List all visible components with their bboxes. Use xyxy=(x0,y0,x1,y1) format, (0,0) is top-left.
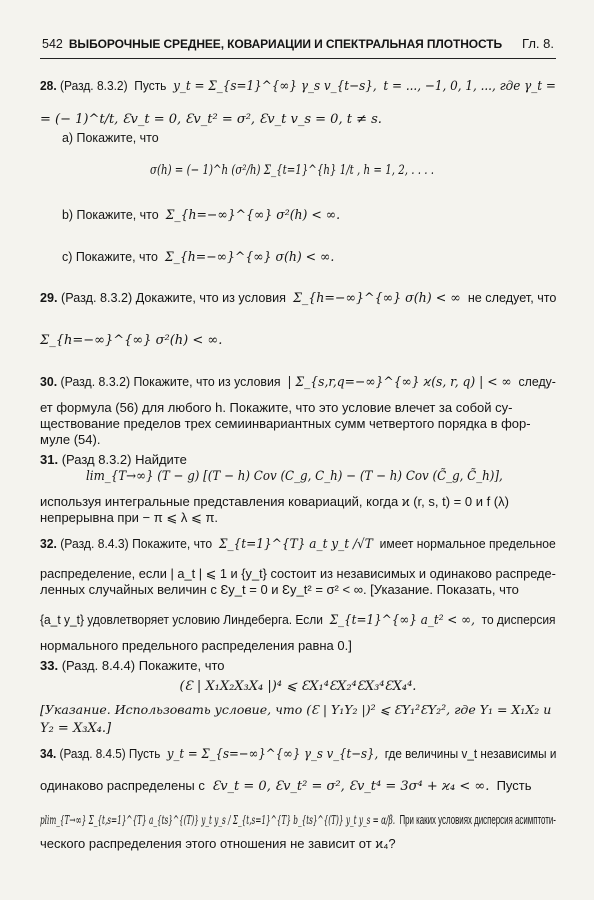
problem-30-line-4: муле (54). xyxy=(40,432,101,447)
problem-32-line-4 xyxy=(40,612,556,629)
problem-33-formula-line xyxy=(40,678,556,695)
problem-34-line-3-end: При каких условиях дисперсия асимптоти- xyxy=(399,812,556,827)
problem-32-line-5: нормального предельного распределения равна 0.] xyxy=(40,638,352,653)
problem-33-hint-end: Y₂ = X₃X₄.] xyxy=(40,721,112,736)
problem-32-lindeberg-formula: Σ_{t=1}^{∞} a_t² < ∞, xyxy=(329,613,475,628)
problem-33-number: 33. xyxy=(40,658,59,673)
page-number: 542 xyxy=(42,37,63,51)
problem-32-formula: Σ_{t=1}^{T} a_t y_t /√T xyxy=(218,537,373,552)
problem-28-definition: y_t = Σ_{s=1}^{∞} γ_s v_{t−s}, xyxy=(173,79,377,94)
problem-29-text: (Разд. 8.3.2) Докажите, что из условия xyxy=(61,290,286,305)
problem-34-tail: где величины v_t независимы и xyxy=(384,746,557,761)
problem-33-line-2 xyxy=(40,702,556,718)
problem-29-tail: не следует, что xyxy=(467,290,557,305)
problem-34-text: (Разд. 8.4.5) Пусть xyxy=(59,746,161,761)
problem-30-tail: следу- xyxy=(518,374,556,389)
page-header xyxy=(42,36,554,51)
problem-31-formula-line xyxy=(86,468,556,485)
problem-28-ref: (Разд. 8.3.2) xyxy=(59,78,128,93)
problem-31-text: (Разд 8.3.2) Найдите xyxy=(61,452,187,467)
problem-34-line-3 xyxy=(40,812,556,828)
problem-34-line-2-start: одинаково распределены с xyxy=(40,778,205,793)
problem-34-line-4: ческого распределения этого отношения не зависит от ϰ₄? xyxy=(40,836,396,851)
problem-28-number: 28. xyxy=(40,78,57,93)
problem-34-definition: y_t = Σ_{s=−∞}^{∞} γ_s v_{t−s}, xyxy=(166,747,379,762)
problem-28b-label: b) Покажите, что xyxy=(62,207,159,222)
problem-34-line-2-end: Пусть xyxy=(496,778,532,793)
problem-29-formula-2: Σ_{h=−∞}^{∞} σ²(h) < ∞. xyxy=(40,333,223,348)
problem-28-range: t = ..., −1, 0, 1, ..., где γ_t = xyxy=(383,79,556,94)
problem-30-line-3: ществование пределов трех семиинвариантных сумм четвертого порядка в фор- xyxy=(40,416,531,431)
problem-28-conditions: = (− 1)^t/t, Ɛv_t = 0, Ɛv_t² = σ², Ɛv_t v_s = 0, t ≠ s. xyxy=(40,112,382,127)
problem-30-number: 30. xyxy=(40,374,58,389)
problem-28a-label: а) Покажите, что xyxy=(62,130,159,145)
problem-31-formula: lim_{T→∞} (T − g) [(T − h) Cov (C_g, C_h) − (T − h) Cov (C̃_g, C̃_h)], xyxy=(86,469,503,484)
problem-32-line-4-end: то дисперсия xyxy=(481,612,556,627)
problem-29-formula-1: Σ_{h=−∞}^{∞} σ(h) < ∞ xyxy=(292,291,461,306)
chapter-label: Гл. 8. xyxy=(522,36,554,51)
problem-34-number: 34. xyxy=(40,746,57,761)
problem-33-line-3 xyxy=(40,720,556,737)
problem-28b-formula: Σ_{h=−∞}^{∞} σ²(h) < ∞. xyxy=(165,208,341,223)
problem-31-line-2: используя интегральные представления ковариаций, когда ϰ (r, s, t) = 0 и f (λ) xyxy=(40,494,509,509)
problem-34-line-1 xyxy=(40,746,557,763)
problem-32-text: (Разд. 8.4.3) Покажите, что xyxy=(60,536,213,551)
problem-28-line-2 xyxy=(40,111,556,128)
problem-32-line-3: ленных случайных величин с Ɛy_t = 0 и Ɛy_t² = σ² < ∞. [Указание. Показать, что xyxy=(40,582,519,597)
problem-28-lead: Пусть xyxy=(134,78,167,93)
formula-sigma-h: σ(h) = (− 1)^h (σ²/h) Σ_{t=1}^{h} 1/t , h = 1, 2, . . . . xyxy=(150,163,434,178)
problem-32-line-1 xyxy=(40,536,556,553)
problem-28-line-1 xyxy=(40,78,556,95)
problem-28c-label: c) Покажите, что xyxy=(62,249,158,264)
problem-32-number: 32. xyxy=(40,536,57,551)
problem-34-ratio-formula: plim_{T→∞} Σ_{t,s=1}^{T} a_{ts}^{(T)} y_t y_s / Σ_{t,s=1}^{T} b_{ts}^{(T)} y_t y_s = α/β. xyxy=(40,813,396,827)
problem-32-line-4-start: {a_t y_t} удовлетворяет условию Линдеберга. Если xyxy=(40,612,323,627)
problem-28c xyxy=(62,249,556,266)
header-rule xyxy=(40,58,556,59)
problem-31-line-3: непрерывна при − π ⩽ λ ⩽ π. xyxy=(40,510,219,525)
problem-30-formula: | Σ_{s,r,q=−∞}^{∞} ϰ(s, r, q) | < ∞ xyxy=(287,375,512,390)
problem-32-tail: имеет нормальное предельное xyxy=(379,536,556,551)
problem-34-moment-conditions: Ɛv_t = 0, Ɛv_t² = σ², Ɛv_t⁴ = 3σ⁴ + ϰ₄ < ∞. xyxy=(212,779,490,794)
problem-31-line-1 xyxy=(40,452,556,468)
problem-33-formula: (Ɛ | X₁X₂X₃X₄ |)⁴ ⩽ ƐX₁⁴ƐX₂⁴ƐX₃⁴ƐX₄⁴. xyxy=(179,679,417,694)
problem-28a-formula xyxy=(150,162,556,179)
problem-29-line-1 xyxy=(40,290,557,307)
problem-33-line-1 xyxy=(40,658,556,674)
problem-28c-formula: Σ_{h=−∞}^{∞} σ(h) < ∞. xyxy=(164,250,335,265)
problem-30-line-2: ет формула (56) для любого h. Покажите, что это условие влечет за собой су- xyxy=(40,400,513,415)
problem-34-line-2 xyxy=(40,778,556,795)
problem-29-line-2 xyxy=(40,332,556,349)
problem-30-line-1 xyxy=(40,374,556,391)
problem-28b xyxy=(62,207,556,224)
problem-31-number: 31. xyxy=(40,452,59,467)
problem-30-text: (Разд. 8.3.2) Покажите, что из условия xyxy=(60,374,281,389)
problem-29-number: 29. xyxy=(40,290,58,305)
problem-33-hint: [Указание. Использовать условие, что (Ɛ | Y₁Y₂ |)² ⩽ ƐY₁²ƐY₂², где Y₁ = X₁X₂ и xyxy=(40,702,552,717)
running-title: ВЫБОРОЧНЫЕ СРЕДНЕЕ, КОВАРИАЦИИ И СПЕКТРАЛЬНАЯ ПЛОТНОСТЬ xyxy=(68,37,503,51)
problem-32-line-2: распределение, если | a_t | ⩽ 1 и {y_t} состоит из независимых и одинаково распреде- xyxy=(40,566,556,581)
problem-33-text: (Разд. 8.4.4) Покажите, что xyxy=(61,658,225,673)
